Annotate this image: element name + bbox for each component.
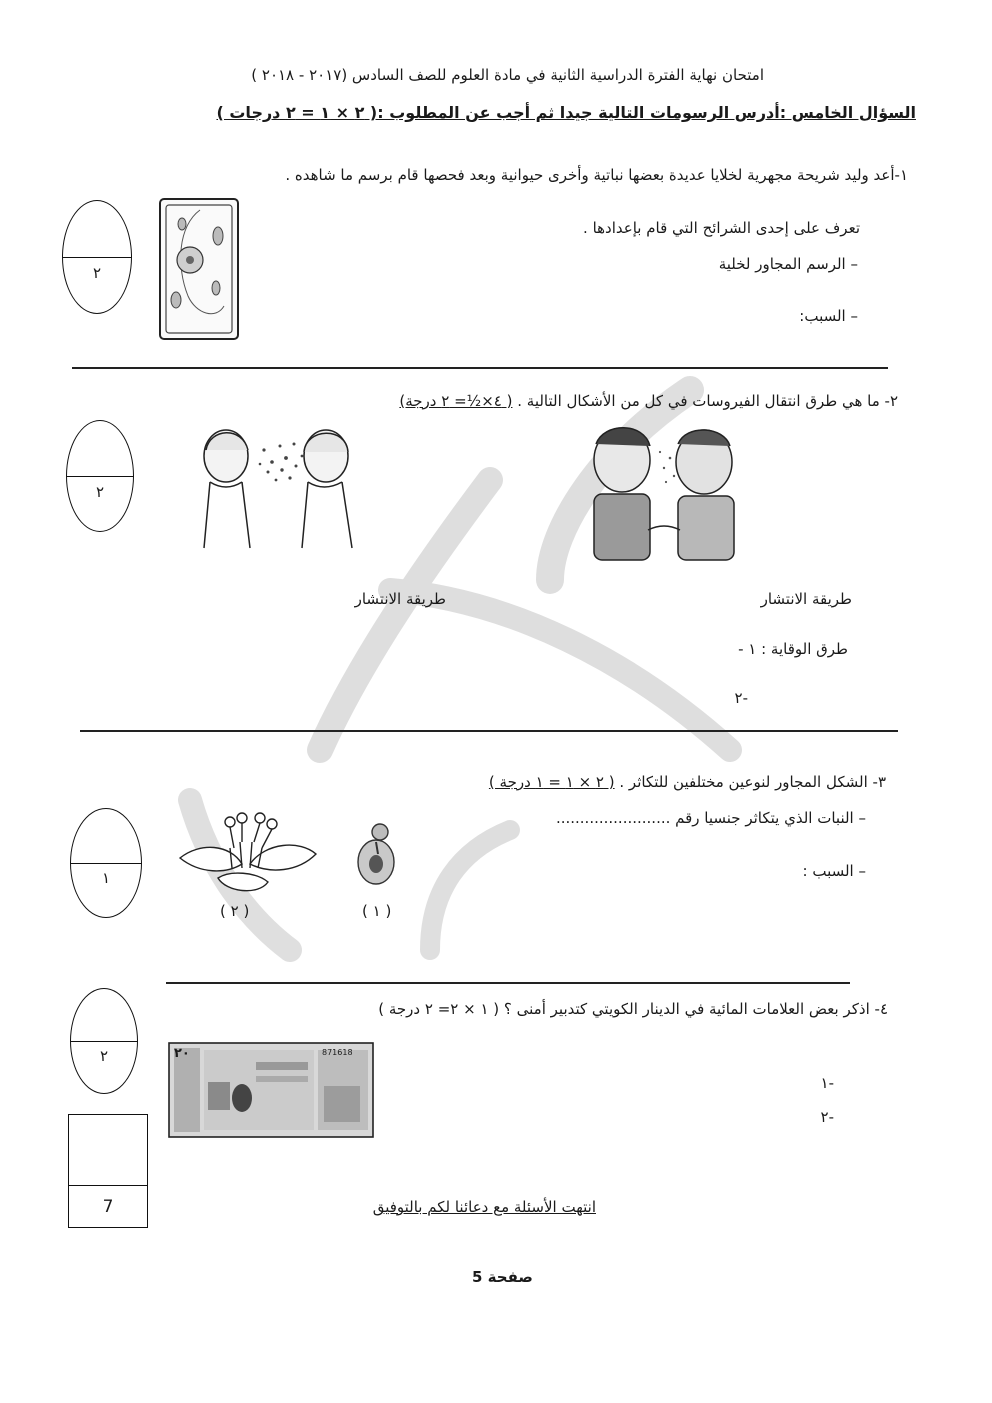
q2-score: ٢ (95, 482, 105, 501)
q2-marks: ( ٤×½= ٢ درجة) (399, 392, 513, 410)
plant-cell-image (156, 196, 242, 342)
q4-score: ٢ (99, 1047, 109, 1066)
q1-item-cell: – الرسم المجاور لخلية (718, 255, 858, 273)
q4-prompt: ٤- اذكر بعض العلامات المائية في الدينار الكويتي كتدبير أمنى ؟ ( ١ × ٢= ٢ درجة ) (378, 1000, 888, 1018)
divider-1 (72, 367, 888, 369)
q2-prompt (399, 392, 898, 410)
q3-item-reason: – السبب : (802, 862, 866, 880)
handshake-sneeze-image (574, 418, 750, 564)
q4-line-1: -١ (820, 1074, 834, 1092)
q2-prompt-text: ٢- ما هي طرق انتقال الفيروسات في كل من الأشكال التالية . (517, 392, 898, 410)
banknote-value: ٢٠ (174, 1046, 190, 1061)
q2-prevention: طرق الوقاية : ١ - (738, 640, 848, 658)
q1-item-reason: – السبب: (799, 307, 858, 325)
q4-line-2: -٢ (820, 1108, 834, 1126)
q2-score-oval (66, 420, 134, 532)
q3-score-oval (70, 808, 142, 918)
divider-3 (166, 982, 850, 984)
q3-prompt (489, 773, 886, 791)
closing-text: انتهت الأسئلة مع دعائنا لكم بالتوفيق (372, 1198, 596, 1216)
total-box (68, 1114, 148, 1228)
q2-prevention-2: -٢ (734, 689, 748, 707)
page-number: صفحة 5 (472, 1268, 533, 1286)
section-title: السؤال الخامس :أدرس الرسومات التالية جيدا ثم أجب عن المطلوب :( ٢ × ١ = ٢ درجات ) (216, 103, 916, 122)
divider-2 (80, 730, 898, 732)
banknote-serial: 871618 (322, 1048, 353, 1057)
q3-label-2: ( ٢ ) (220, 902, 250, 920)
sneezing-children-image (196, 420, 360, 554)
exam-title: امتحان نهاية الفترة الدراسية الثانية في مادة العلوم للصف السادس (٢٠١٧ - ٢٠١٨ ) (251, 66, 764, 84)
q1-prompt: ١-أعد وليد شريحة مجهرية لخلايا عديدة بعضها نباتية وأخرى حيوانية وبعد فحصها قام برسم ما شاهده . (285, 166, 908, 184)
q1-score-oval (62, 200, 132, 314)
q1-instruction: تعرف على إحدى الشرائح التي قام بإعدادها . (583, 219, 860, 237)
q3-score: ١ (101, 869, 111, 888)
q2-spread-left: طريقة الانتشار (354, 590, 446, 608)
q2-spread-right: طريقة الانتشار (760, 590, 852, 608)
q3-marks: ( ٢ × ١ = ١ درجة ) (488, 773, 615, 791)
q3-label-1: ( ١ ) (362, 902, 392, 920)
q1-score: ٢ (92, 263, 102, 282)
total-score: 7 (102, 1197, 114, 1217)
flower-image (170, 808, 320, 900)
q3-item-sexual: – النبات الذي يتكاثر جنسيا رقم ........................ (555, 809, 866, 827)
q3-prompt-text: ٣- الشكل المجاور لنوعين مختلفين للتكاثر . (619, 773, 886, 791)
q4-score-oval (70, 988, 138, 1094)
budding-yeast-image (354, 822, 398, 888)
